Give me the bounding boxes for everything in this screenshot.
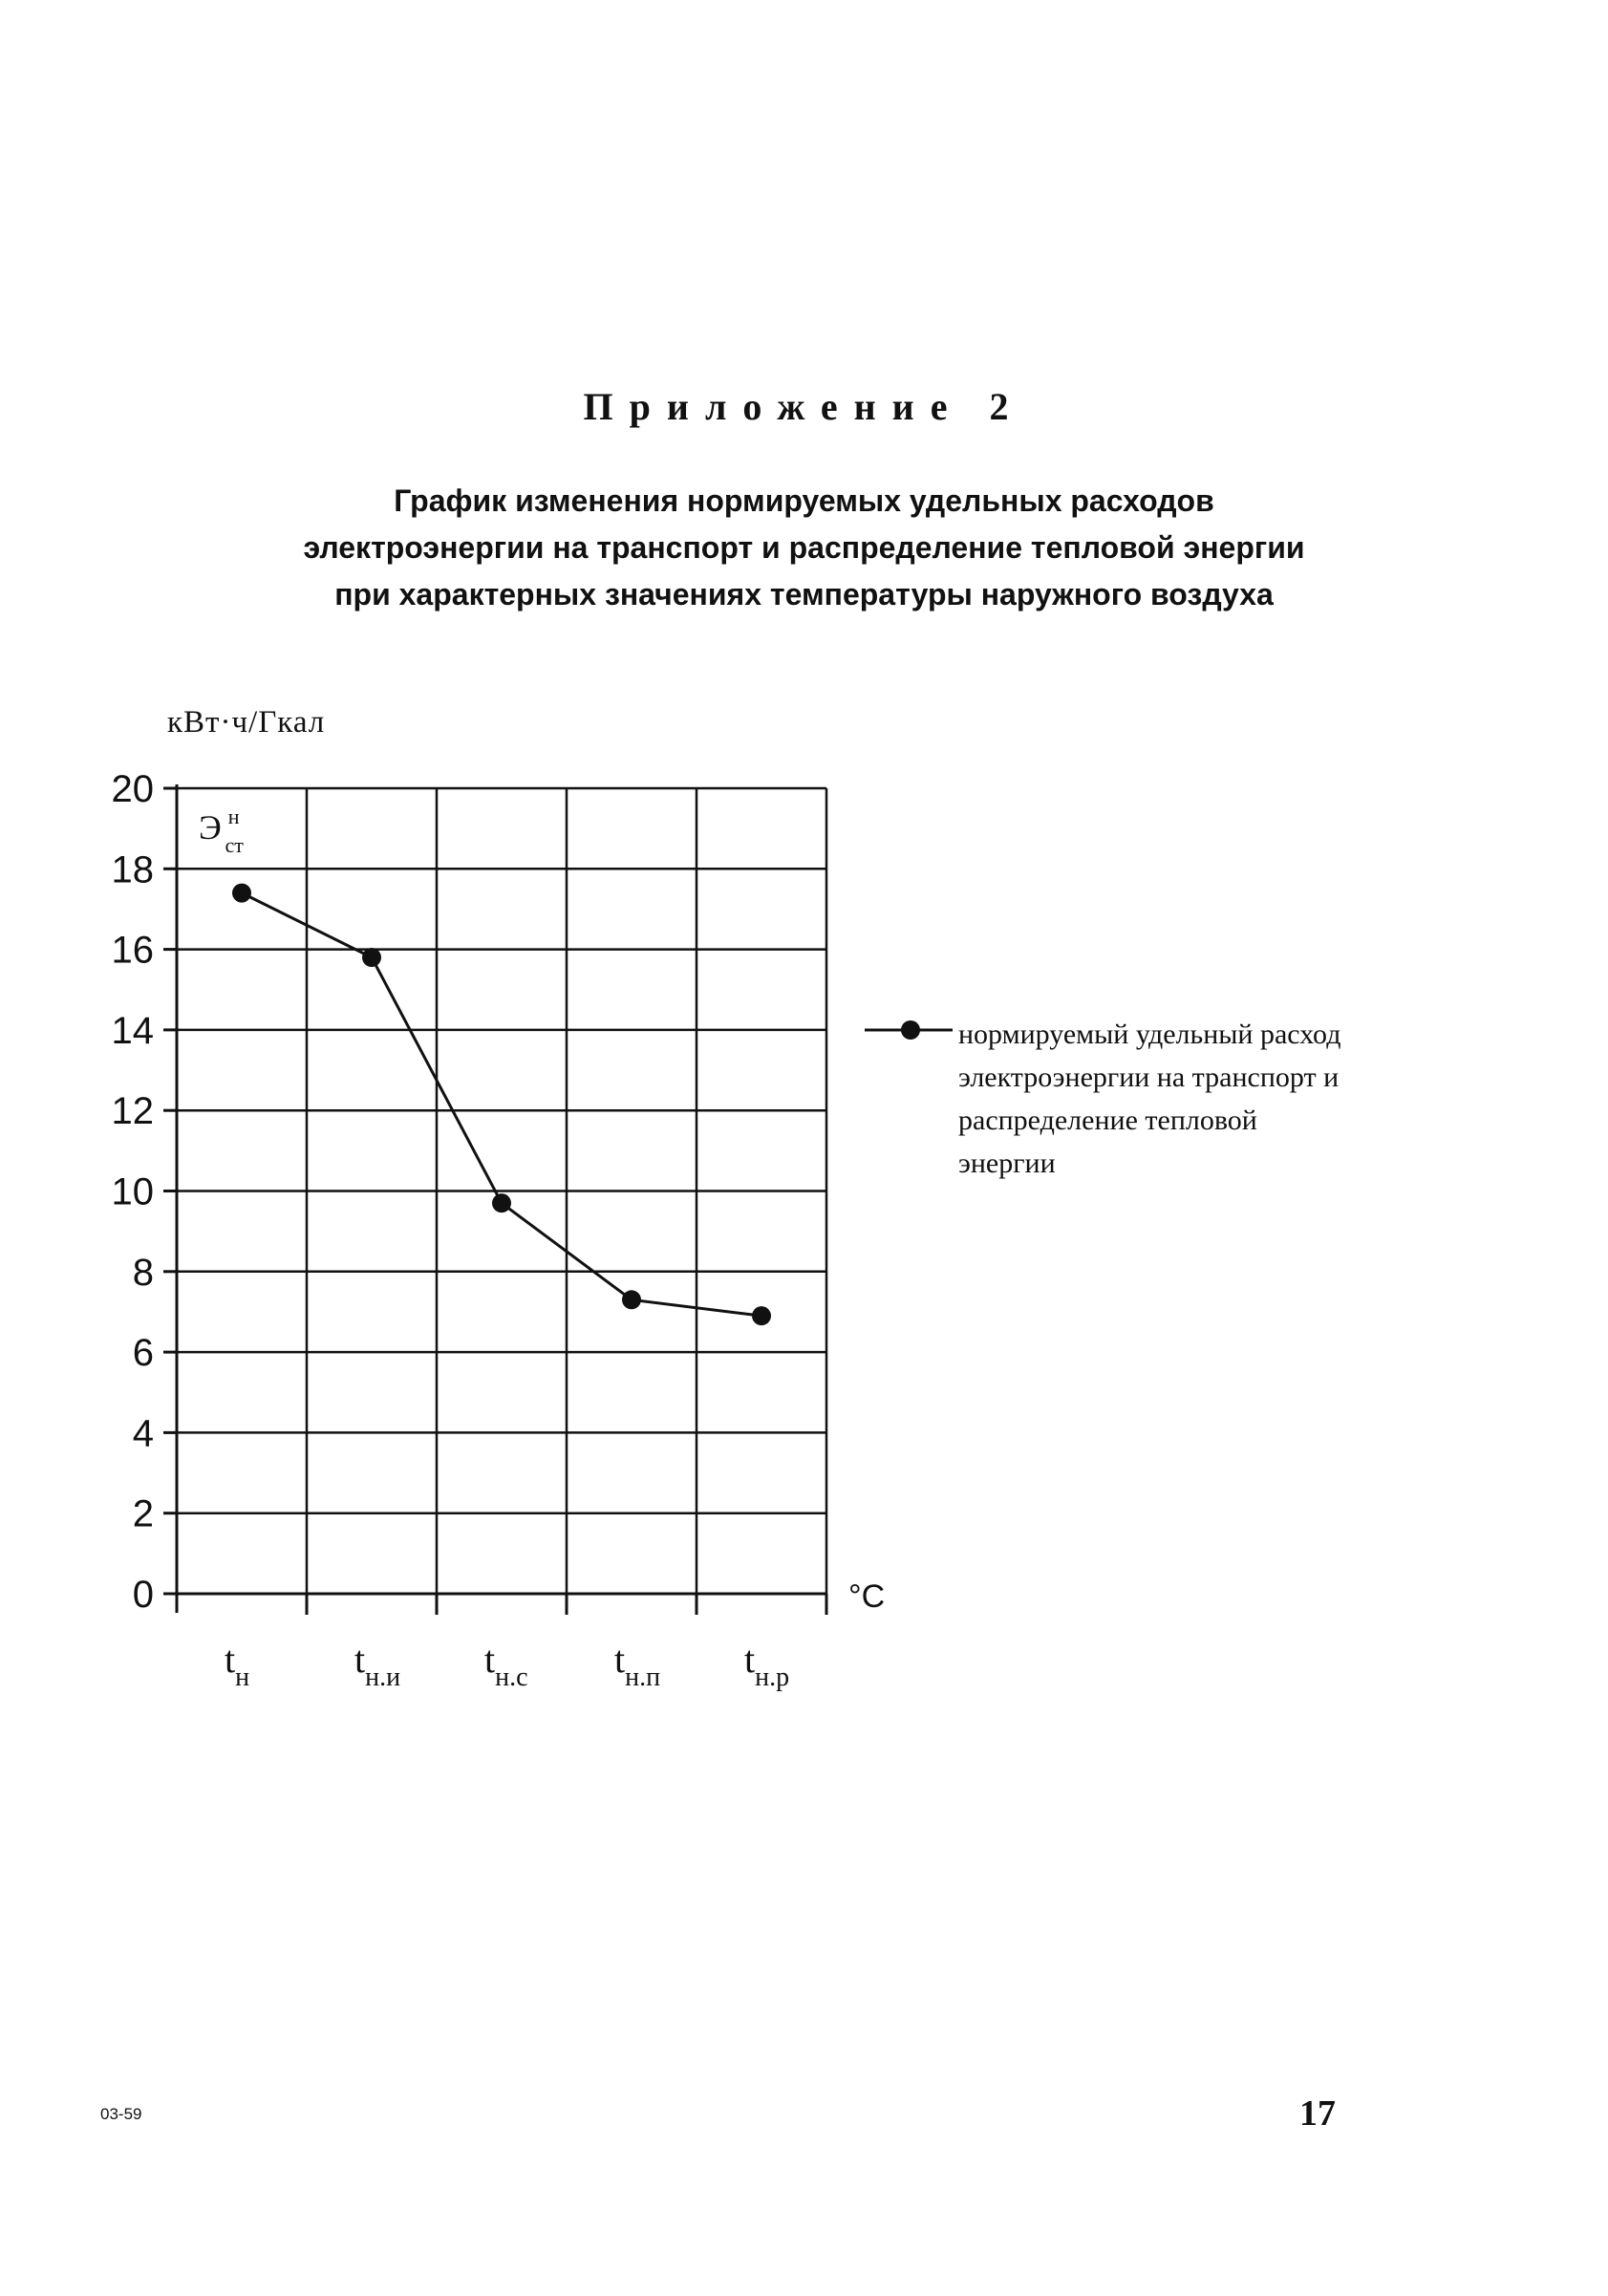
data-point xyxy=(232,884,251,903)
legend-label: нормируемый удельный расход электроэнергии на транспорт и распределение тепловой энергии xyxy=(958,1019,1341,1179)
y-tick-label: 4 xyxy=(132,1412,154,1455)
data-point xyxy=(362,948,381,967)
series-polyline xyxy=(242,893,761,1317)
chart-title-line-2: электроэнергии на транспорт и распределение тепловой энергии xyxy=(303,530,1305,565)
x-tick-label-subscript: н.п xyxy=(625,1663,661,1692)
y-tick-label: 6 xyxy=(132,1332,154,1375)
x-tick-label-subscript: н.р xyxy=(755,1663,790,1692)
data-point xyxy=(752,1306,771,1325)
x-tick-label-main: t xyxy=(614,1638,626,1681)
x-tick-labels xyxy=(225,1638,789,1692)
x-tick-label xyxy=(225,1638,249,1692)
legend-marker xyxy=(865,1011,958,1049)
y-tick-label: 10 xyxy=(111,1170,154,1213)
x-tick-label-subscript: н xyxy=(235,1663,250,1692)
chart-title-line-3: при характерных значениях температуры наружного воздуха xyxy=(334,577,1274,612)
y-tick-label: 8 xyxy=(132,1251,154,1294)
chart-title-line-1: График изменения нормируемых удельных расходов xyxy=(394,483,1214,518)
y-tick-label: 2 xyxy=(132,1492,154,1535)
series-symbol-label xyxy=(199,793,248,857)
x-tick-label-subscript: н.и xyxy=(365,1663,401,1692)
document-code: 03-59 xyxy=(100,2105,142,2123)
data-point xyxy=(622,1290,641,1309)
x-tick-label-main: t xyxy=(484,1638,496,1681)
y-tick-label: 14 xyxy=(111,1009,154,1052)
x-axis-unit-label: °C xyxy=(848,1578,886,1615)
x-tick-label-main: t xyxy=(225,1638,236,1681)
x-tick-label-main: t xyxy=(744,1638,756,1681)
x-tick-label-main: t xyxy=(354,1638,366,1681)
x-tick-label xyxy=(744,1638,789,1692)
y-tick-label: 0 xyxy=(132,1574,154,1616)
y-tick-label: 12 xyxy=(111,1090,154,1133)
x-tick-label xyxy=(614,1638,660,1692)
y-tick-label: 18 xyxy=(111,848,154,891)
y-tick-labels xyxy=(112,768,155,1616)
page-number: 17 xyxy=(1299,2093,1336,2134)
y-tick-label: 16 xyxy=(111,929,154,972)
appendix-heading: Приложение 2 xyxy=(583,385,1025,428)
series-symbol-sub: ст xyxy=(225,833,244,857)
x-tick-label xyxy=(354,1638,400,1692)
series-symbol-main: Э xyxy=(199,808,222,847)
x-tick-label-subscript: н.с xyxy=(495,1663,528,1692)
x-tick-label xyxy=(484,1638,528,1692)
data-point xyxy=(492,1193,511,1212)
series-symbol-sup: н xyxy=(227,805,240,828)
y-axis-unit-label: кВт·ч/Гкал xyxy=(167,705,326,740)
y-tick-label: 20 xyxy=(111,768,154,810)
